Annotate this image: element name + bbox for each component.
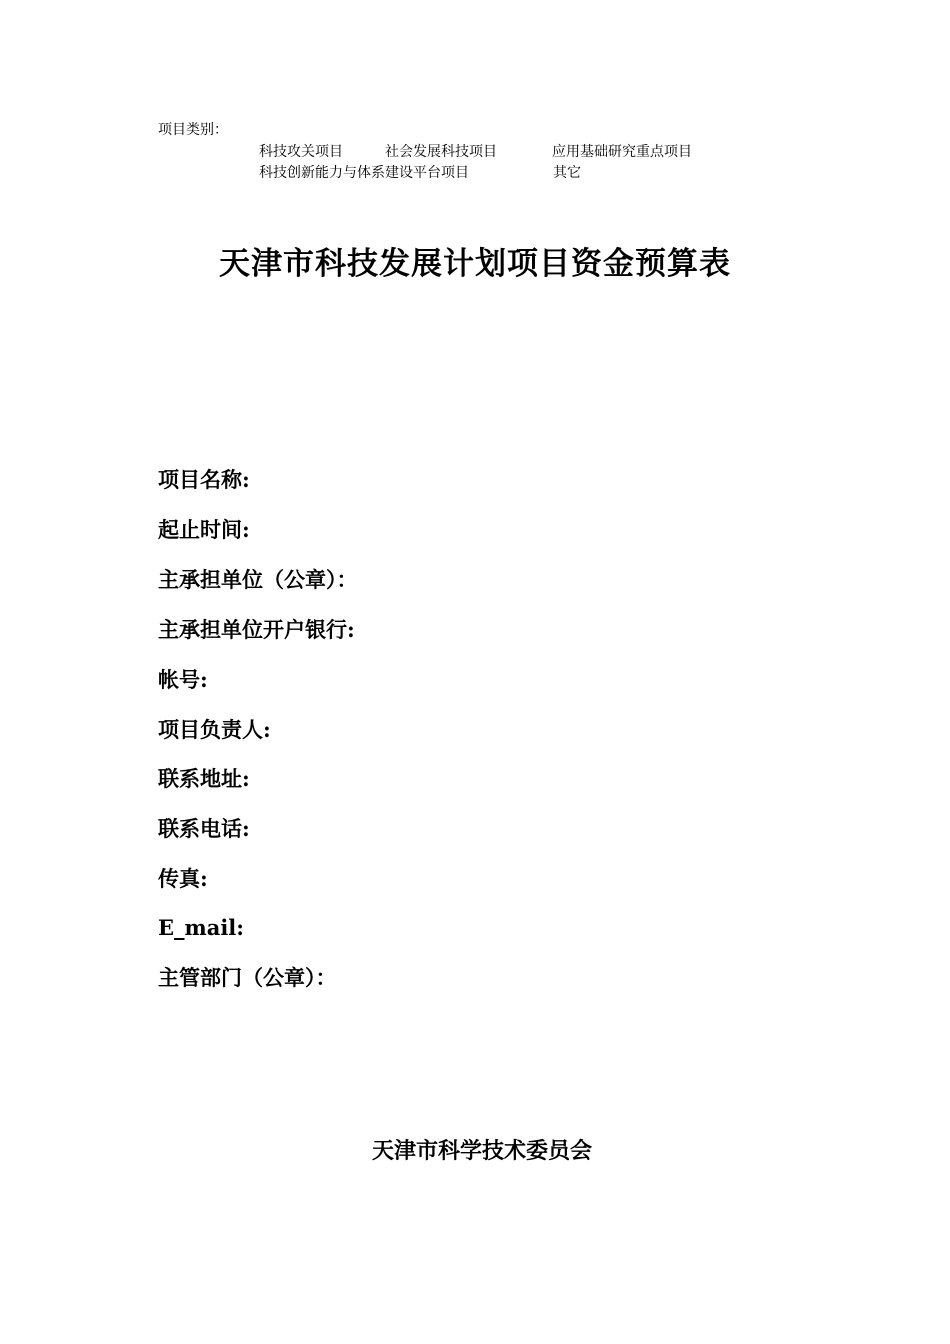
field-account: 帐号:: [158, 667, 208, 692]
field-bank: 主承担单位开户银行:: [158, 617, 355, 642]
field-email: E_mail:: [158, 915, 245, 940]
category-label: 项目类别：: [158, 122, 228, 138]
category-option-key-tech: 科技攻关项目: [259, 144, 343, 160]
field-address: 联系地址:: [158, 766, 250, 791]
category-option-innovation-platform: 科技创新能力与体系建设平台项目: [259, 165, 469, 181]
field-fax: 传真:: [158, 866, 208, 891]
field-lead-unit: 主承担单位（公章）：: [158, 567, 358, 592]
field-phone: 联系电话:: [158, 816, 250, 841]
category-option-other: 其它: [553, 165, 581, 181]
field-period: 起止时间:: [158, 517, 250, 542]
document-title: 天津市科技发展计划项目资金预算表: [219, 246, 731, 282]
category-option-basic-research: 应用基础研究重点项目: [552, 144, 692, 160]
issuer-name: 天津市科学技术委员会: [371, 1138, 592, 1164]
category-option-social-dev: 社会发展科技项目: [385, 144, 497, 160]
field-supervising-dept: 主管部门（公章）：: [158, 965, 337, 990]
field-project-leader: 项目负责人:: [158, 717, 271, 742]
field-project-name: 项目名称:: [158, 467, 250, 492]
